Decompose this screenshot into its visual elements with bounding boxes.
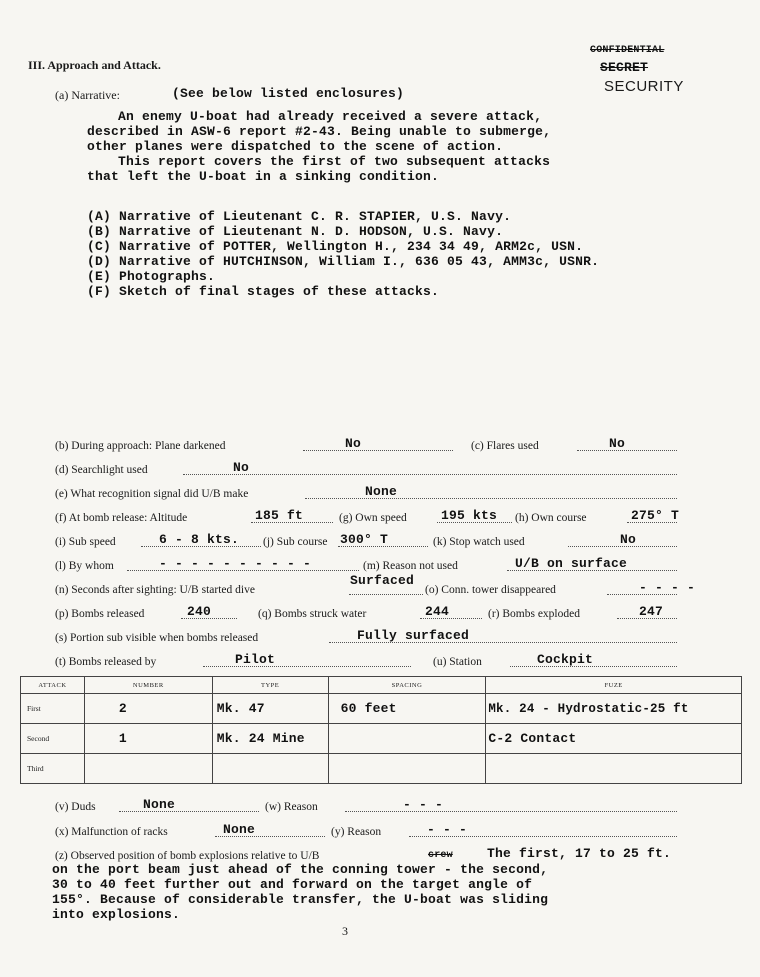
by-whom-value: - - - - - - - - - -	[159, 556, 312, 571]
own-speed-label: (g) Own speed	[339, 512, 407, 524]
attack-table	[20, 676, 742, 784]
searchlight-value: No	[233, 460, 250, 475]
stop-watch-label: (k) Stop watch used	[433, 536, 525, 548]
duds-reason-value: - - -	[403, 797, 444, 812]
row-recognition-signal	[55, 484, 680, 502]
station-value: Cockpit	[537, 652, 594, 667]
number-cell: 2	[84, 694, 212, 724]
observed-position-line: 155°. Because of considerable transfer, the U-boat was sliding	[52, 892, 549, 907]
own-course-label: (h) Own course	[515, 512, 587, 524]
sub-speed-label: (i) Sub speed	[55, 536, 116, 548]
malfunction-reason-value: - - -	[427, 822, 468, 837]
bombs-exploded-label: (r) Bombs exploded	[488, 608, 580, 620]
narrative-line: This report covers the first of two subsequent attacks	[118, 154, 551, 169]
row-bomb-release	[55, 508, 680, 526]
row-portion-visible	[55, 628, 680, 646]
row-bombs	[55, 604, 680, 622]
enclosure-item: (B) Narrative of Lieutenant N. D. HODSON, U.S. Navy.	[87, 224, 504, 239]
type-cell: Mk. 47	[212, 694, 328, 724]
spacing-cell	[328, 754, 486, 784]
fuze-cell	[486, 754, 742, 784]
number-cell: 1	[84, 724, 212, 754]
header-type: TYPE	[212, 677, 328, 694]
row-searchlight	[55, 460, 680, 478]
table-header-row	[21, 677, 742, 694]
fuze-cell: Mk. 24 - Hydrostatic-25 ft	[486, 694, 742, 724]
duds-value: None	[143, 797, 176, 812]
plane-darkened-label: (b) During approach: Plane darkened	[55, 440, 226, 452]
conn-tower-value: - - - -	[639, 580, 696, 595]
enclosure-item: (A) Narrative of Lieutenant C. R. STAPIER, U.S. Navy.	[87, 209, 512, 224]
bombs-released-label: (p) Bombs released	[55, 608, 145, 620]
table-row	[21, 724, 742, 754]
released-by-value: Pilot	[235, 652, 276, 667]
portion-visible-value: Fully surfaced	[357, 628, 470, 643]
confidential-stamp: CONFIDENTIAL	[590, 45, 665, 56]
row-duds	[55, 797, 680, 815]
header-number: NUMBER	[84, 677, 212, 694]
started-dive-label: (n) Seconds after sighting: U/B started dive	[55, 584, 255, 596]
recognition-signal-value: None	[365, 484, 398, 499]
fuze-cell: C-2 Contact	[486, 724, 742, 754]
conn-tower-label: (o) Conn. tower disappeared	[425, 584, 556, 596]
recognition-signal-label: (e) What recognition signal did U/B make	[55, 488, 249, 500]
sub-course-value: 300° T	[340, 532, 389, 547]
narrative-line: that left the U-boat in a sinking condition.	[87, 169, 440, 184]
duds-reason-label: (w) Reason	[265, 801, 318, 813]
portion-visible-label: (s) Portion sub visible when bombs released	[55, 632, 259, 644]
malfunction-label: (x) Malfunction of racks	[55, 826, 168, 838]
station-label: (u) Station	[433, 656, 482, 668]
bombs-released-value: 240	[187, 604, 212, 619]
own-speed-value: 195 kts	[441, 508, 498, 523]
enclosure-item: (C) Narrative of POTTER, Wellington H., 234 34 49, ARM2c, USN.	[87, 239, 584, 254]
started-dive-value: Surfaced	[350, 573, 415, 588]
type-cell: Mk. 24 Mine	[212, 724, 328, 754]
attack-cell: First	[21, 694, 85, 724]
header-spacing: SPACING	[328, 677, 486, 694]
enclosure-item: (E) Photographs.	[87, 269, 216, 284]
malfunction-value: None	[223, 822, 256, 837]
narrative-line: described in ASW-6 report #2-43. Being unable to submerge,	[87, 124, 552, 139]
attack-cell: Second	[21, 724, 85, 754]
attack-cell: Third	[21, 754, 85, 784]
table-row	[21, 694, 742, 724]
duds-label: (v) Duds	[55, 801, 96, 813]
enclosures-note: (See below listed enclosures)	[172, 86, 405, 101]
header-fuze: FUZE	[486, 677, 742, 694]
by-whom-label: (l) By whom	[55, 560, 114, 572]
observed-position-label: (z) Observed position of bomb explosions relative to U/B	[55, 850, 320, 862]
reason-not-used-label: (m) Reason not used	[363, 560, 458, 572]
flares-used-value: No	[609, 436, 626, 451]
plane-darkened-value: No	[345, 436, 362, 451]
observed-position-line: 30 to 40 feet further out and forward on the target angle of	[52, 877, 533, 892]
flares-used-label: (c) Flares used	[471, 440, 539, 452]
bombs-struck-water-label: (q) Bombs struck water	[258, 608, 367, 620]
page-number: 3	[342, 924, 348, 938]
observed-position-struck: crew	[428, 850, 453, 861]
bombs-struck-water-value: 244	[425, 604, 450, 619]
searchlight-label: (d) Searchlight used	[55, 464, 148, 476]
altitude-label: (f) At bomb release: Altitude	[55, 512, 188, 524]
section-title: III. Approach and Attack.	[28, 58, 161, 72]
security-stamp: SECURITY	[604, 78, 684, 95]
row-sub-speed	[55, 532, 680, 550]
narrative-label: (a) Narrative:	[55, 88, 120, 102]
reason-not-used-value: U/B on surface	[515, 556, 628, 571]
row-plane-darkened	[55, 436, 680, 454]
table-row	[21, 754, 742, 784]
spacing-cell	[328, 724, 486, 754]
observed-position-value: The first, 17 to 25 ft.	[487, 846, 672, 861]
row-malfunction	[55, 822, 680, 840]
row-released-by	[55, 652, 680, 670]
number-cell	[84, 754, 212, 784]
observed-position-line: on the port beam just ahead of the conning tower - the second,	[52, 862, 549, 877]
narrative-line: An enemy U-boat had already received a severe attack,	[118, 109, 543, 124]
enclosure-item: (D) Narrative of HUTCHINSON, William I., 636 05 43, AMM3c, USNR.	[87, 254, 600, 269]
secret-stamp: SECRET	[600, 60, 649, 75]
sub-speed-value: 6 - 8 kts.	[159, 532, 240, 547]
bombs-exploded-value: 247	[639, 604, 664, 619]
stop-watch-value: No	[620, 532, 637, 547]
row-seconds-after-sighting	[55, 573, 696, 598]
narrative-line: other planes were dispatched to the scene of action.	[87, 139, 504, 154]
header-attack: ATTACK	[21, 677, 85, 694]
sub-course-label: (j) Sub course	[263, 536, 328, 548]
enclosure-item: (F) Sketch of final stages of these attacks.	[87, 284, 440, 299]
type-cell	[212, 754, 328, 784]
altitude-value: 185 ft	[255, 508, 304, 523]
malfunction-reason-label: (y) Reason	[331, 826, 382, 838]
spacing-cell: 60 feet	[328, 694, 486, 724]
observed-position-line: into explosions.	[52, 907, 181, 922]
row-by-whom	[55, 556, 680, 574]
released-by-label: (t) Bombs released by	[55, 656, 157, 668]
own-course-value: 275° T	[631, 508, 680, 523]
